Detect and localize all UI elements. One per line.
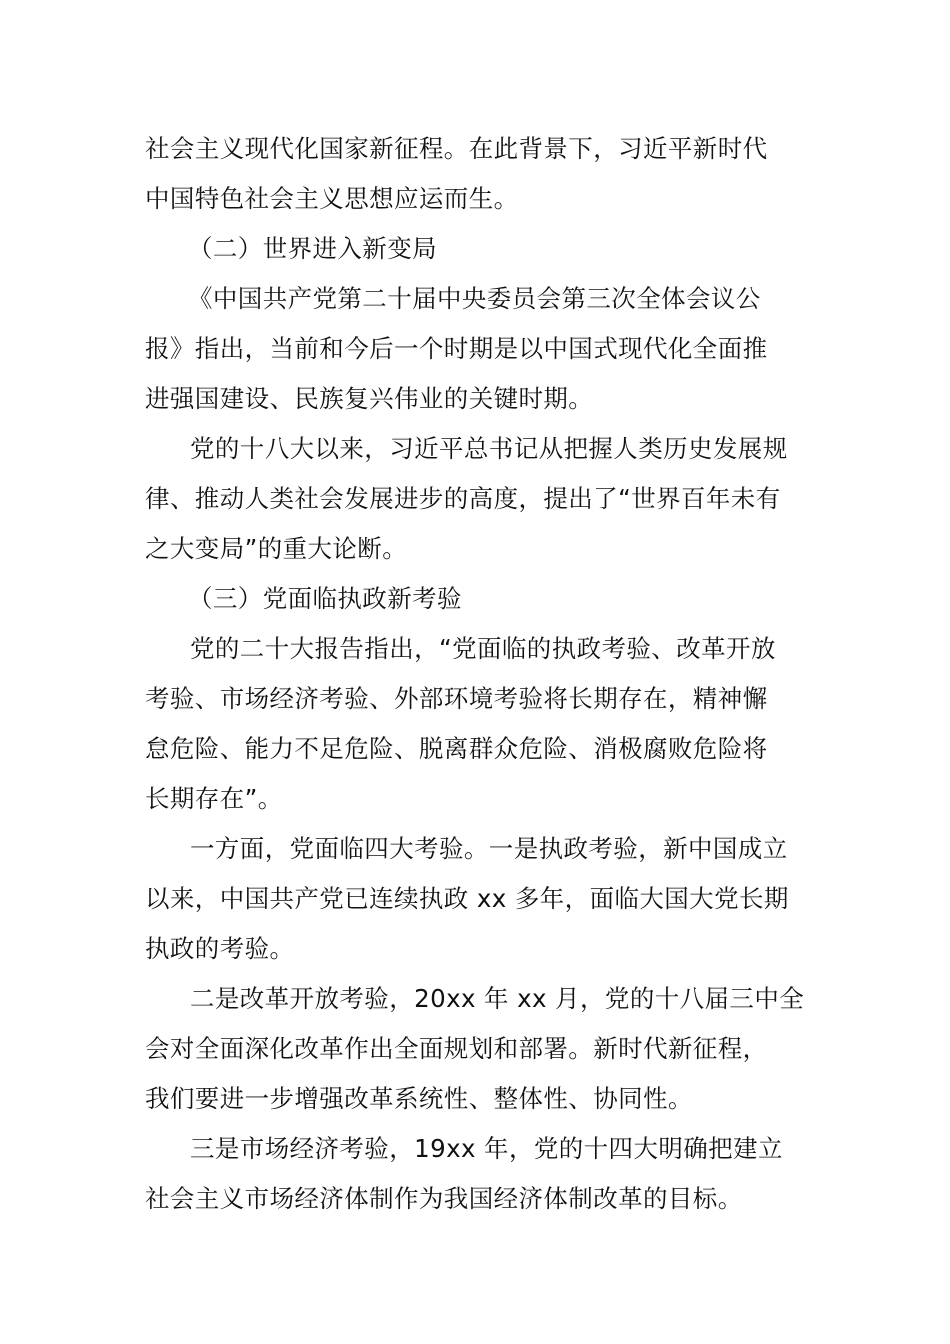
text-line: 律、推动人类社会发展进步的高度，提出了“世界百年未有 (145, 484, 781, 513)
text-line: 三是市场经济考验，19xx 年，党的十四大明确把建立 (190, 1134, 783, 1163)
text-line: 怠危险、能力不足危险、脱离群众危险、消极腐败危险将 (145, 734, 768, 763)
text-line: 党的二十大报告指出，“党面临的执政考验、改革开放 (190, 634, 776, 663)
text-line: 执政的考验。 (145, 934, 295, 963)
text-line: 考验、市场经济考验、外部环境考验将长期存在，精神懈 (145, 684, 768, 713)
text-line: 之大变局”的重大论断。 (145, 534, 408, 563)
text-line: 社会主义现代化国家新征程。在此背景下，习近平新时代 (145, 134, 768, 163)
text-line: 中国特色社会主义思想应运而生。 (145, 184, 519, 213)
text-line: 二是改革开放考验，20xx 年 xx 月，党的十八届三中全 (190, 984, 805, 1013)
text-line: 报》指出，当前和今后一个时期是以中国式现代化全面推 (145, 334, 768, 363)
text-line: 《中国共产党第二十届中央委员会第三次全体会议公 (188, 284, 761, 313)
text-line: 我们要进一步增强改革系统性、整体性、协同性。 (145, 1084, 693, 1113)
text-line: 长期存在”。 (145, 784, 283, 813)
text-line: 一方面，党面临四大考验。一是执政考验，新中国成立 (190, 834, 788, 863)
text-line: 党的十八大以来，习近平总书记从把握人类历史发展规 (190, 434, 788, 463)
text-line: 以来，中国共产党已连续执政 xx 多年，面临大国大党长期 (145, 884, 789, 913)
text-line: 社会主义市场经济体制作为我国经济体制改革的目标。 (145, 1184, 743, 1213)
section-heading: （二）世界进入新变局 (188, 234, 437, 263)
text-line: 会对全面深化改革作出全面规划和部署。新时代新征程， (145, 1034, 768, 1063)
section-heading: （三）党面临执政新考验 (188, 584, 462, 613)
text-line: 进强国建设、民族复兴伟业的关键时期。 (145, 384, 594, 413)
